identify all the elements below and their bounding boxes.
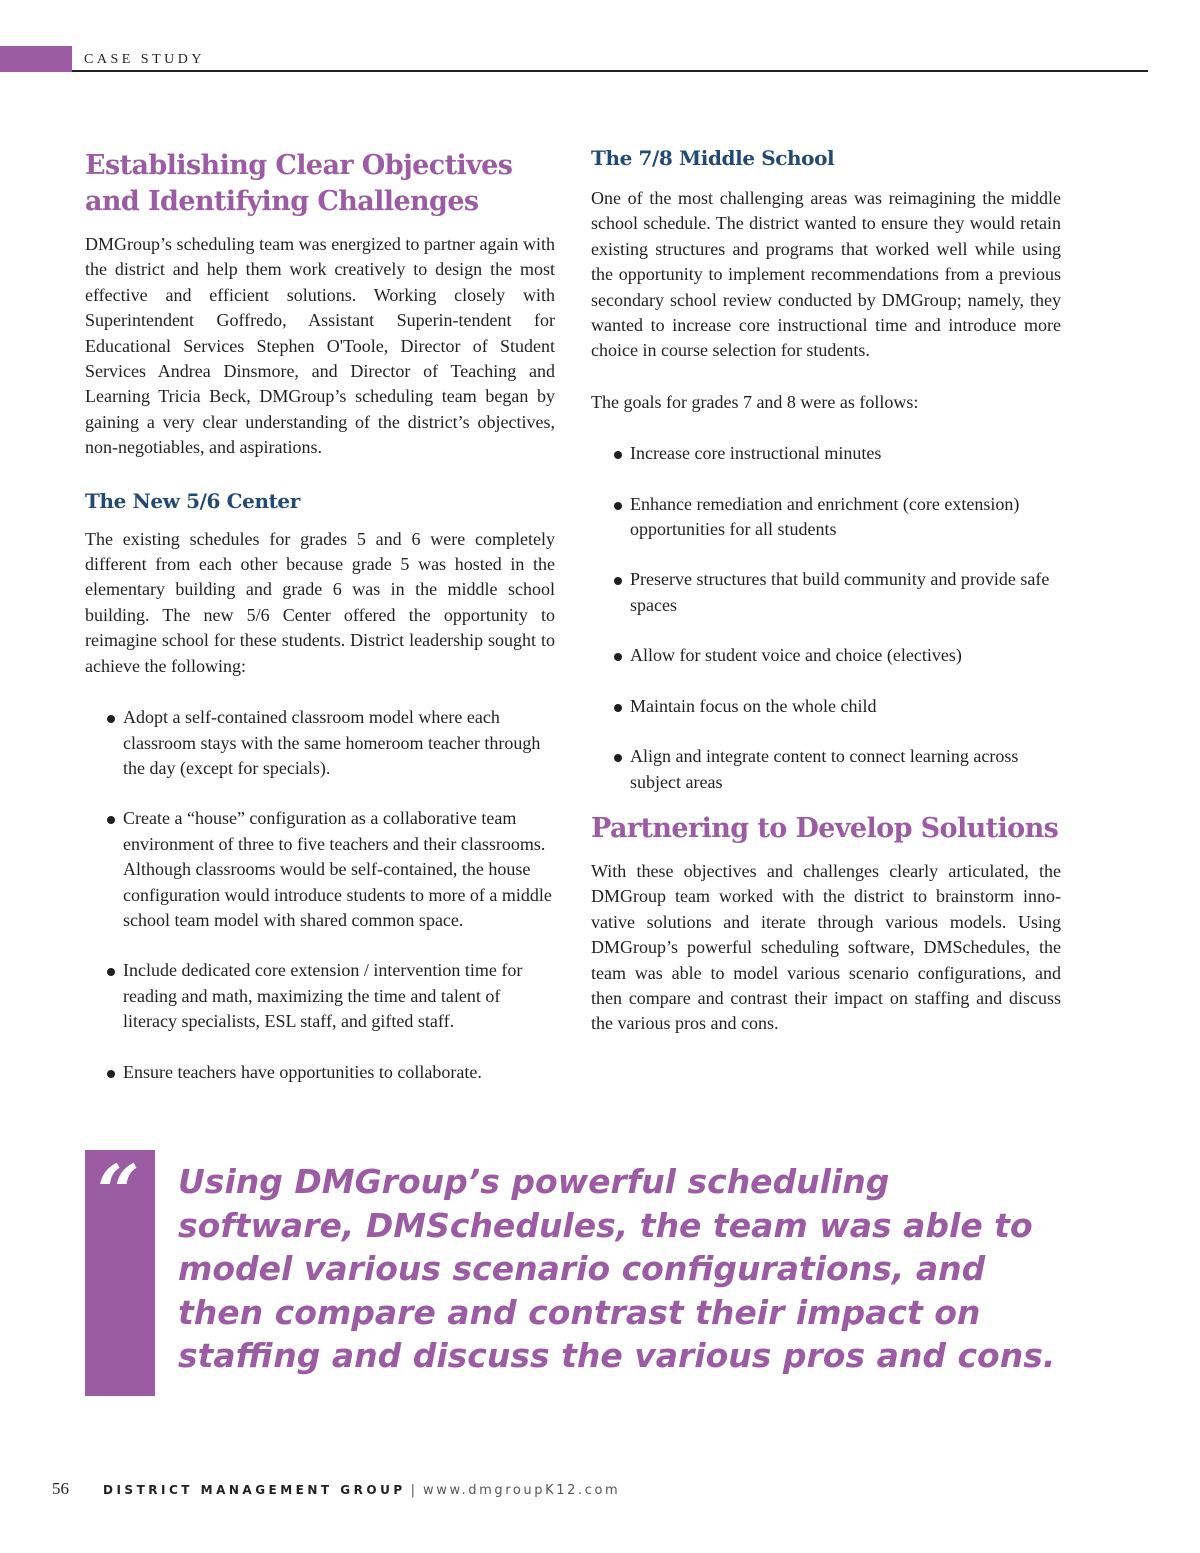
list-item: Align and integrate content to connect learning across subject areas	[591, 744, 1061, 795]
header-rule	[72, 70, 1148, 72]
paragraph-goals-intro: The goals for grades 7 and 8 were as follows:	[591, 391, 919, 412]
subheading-5-6-center: The New 5/6 Center	[85, 488, 300, 513]
list-item: Include dedicated core extension / intervention time for reading and math, maximizing the time and talent of literacy specialists, ESL staff, and gifted staff.	[85, 958, 555, 1034]
paragraph-5-6-center: The existing schedules for grades 5 and 6 were completely different from each other because grade 5 was hosted in the elementary building and grade 6 was in the middle school building. The new 5/6 Center offered the opportunity to reimagine school for these students. District leadership sought to achieve the following:	[85, 528, 555, 676]
list-item: Increase core instructional minutes	[591, 441, 1061, 466]
bullet-list-5-6	[85, 705, 555, 1085]
paragraph-middle-school: One of the most challenging areas was reimagining the middle school schedule. The district wanted to ensure they would retain existing structures and programs that worked well while using the opportunity to implement recommendations from a previous secondary school review conducted by DMGroup; namely, they wanted to increase core instructional time and introduce more choice in course selection for students.	[591, 188, 1061, 361]
left-column	[85, 144, 555, 1110]
page-number: 56	[52, 1479, 69, 1498]
list-item: Ensure teachers have opportunities to collaborate.	[85, 1060, 555, 1085]
list-item: Create a “house” configuration as a collaborative team environment of three to five teachers and their classrooms. Although classrooms would be self-contained, the house configuration would introduce students to more of a middle school team model with shared common space.	[85, 806, 555, 933]
quote-mark-icon: “	[97, 1150, 140, 1236]
footer-org-name: DISTRICT MANAGEMENT GROUP	[103, 1483, 406, 1497]
header-label: CASE STUDY	[84, 52, 205, 67]
list-item: Preserve structures that build community and provide safe spaces	[591, 567, 1061, 618]
footer	[52, 1479, 620, 1501]
footer-separator: |	[410, 1483, 415, 1498]
header-accent-tab	[0, 46, 72, 72]
section-title-objectives: Establishing Clear Objectives and Identifying Challenges	[85, 150, 513, 217]
intro-paragraph: DMGroup’s scheduling team was energized to partner again with the district and help them work creatively to design the most effective and efficient solutions. Working closely with Superintendent Goffredo, Assistant Superin-tendent for Educational Services Stephen O'Toole, Director of Student Services Andrea Dinsmore, and Director of Teaching and Learning Tricia Beck, DMGroup’s scheduling team began by gaining a very clear understanding of the district’s objectives, non-negotiables, and aspirations.	[85, 234, 555, 458]
section-title-partnering: Partnering to Develop Solutions	[591, 812, 1059, 844]
right-column	[591, 144, 1061, 1037]
list-item: Adopt a self-contained classroom model where each classroom stays with the same homeroom teacher through the day (except for specials).	[85, 705, 555, 781]
bullet-list-7-8	[591, 441, 1061, 795]
list-item: Enhance remediation and enrichment (core extension) opportunities for all students	[591, 492, 1061, 543]
list-item: Allow for student voice and choice (electives)	[591, 643, 1061, 668]
footer-url-link[interactable]: www.dmgroupK12.com	[423, 1483, 621, 1498]
list-item: Maintain focus on the whole child	[591, 694, 1061, 719]
pullquote-text: Using DMGroup’s powerful scheduling software, DMSchedules, the team was able to model various scenario configurations, and then compare and contrast their impact on staffing and discuss the various pros and cons.	[178, 1162, 1056, 1375]
subheading-7-8-middle-school: The 7/8 Middle School	[591, 146, 835, 170]
paragraph-partnering: With these objectives and challenges clearly articulated, the DMGroup team worked with the district to brainstorm inno-vative solutions and iterate through various models. Using DMGroup’s powerful scheduling software, DMSchedules, the team was able to model various scenario configurations, and then compare and contrast their impact on staffing and discuss the various pros and cons.	[591, 860, 1061, 1034]
